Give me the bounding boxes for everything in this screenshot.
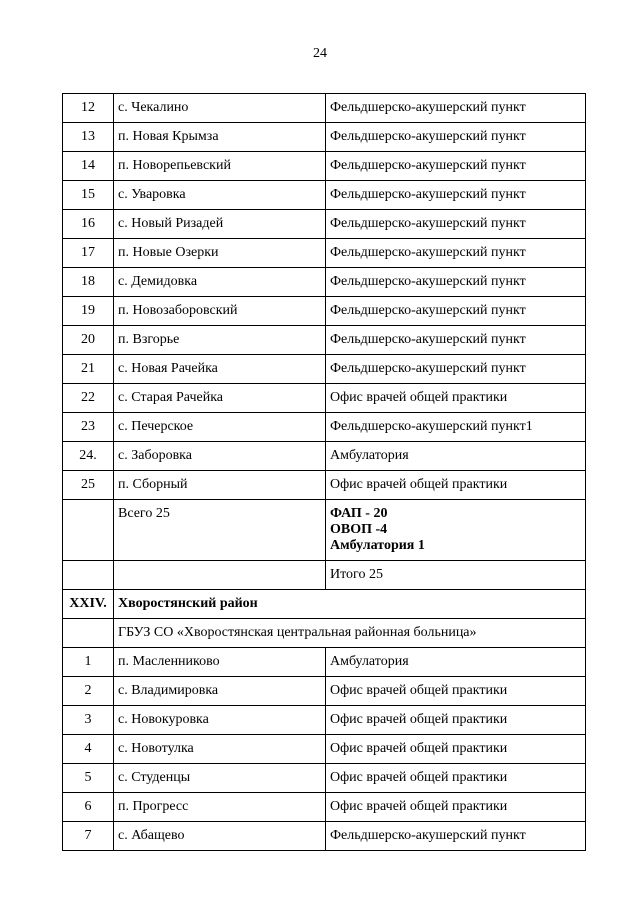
institution-empty-num: [63, 619, 114, 648]
row-number: 5: [63, 764, 114, 793]
row-number: 25: [63, 471, 114, 500]
settlement-name: п. Прогресс: [114, 793, 326, 822]
settlement-name: п. Новорепьевский: [114, 152, 326, 181]
facility-type: Фельдшерско-акушерский пункт: [326, 326, 586, 355]
settlement-name: с. Абащево: [114, 822, 326, 851]
row-number: 4: [63, 735, 114, 764]
settlement-name: с. Новый Ризадей: [114, 210, 326, 239]
row-number: 22: [63, 384, 114, 413]
facility-type: Офис врачей общей практики: [326, 471, 586, 500]
row-number: 15: [63, 181, 114, 210]
table-summary: [63, 500, 586, 648]
facility-type: Офис врачей общей практики: [326, 764, 586, 793]
facility-type: Фельдшерско-акушерский пункт: [326, 123, 586, 152]
facility-type: Фельдшерско-акушерский пункт: [326, 210, 586, 239]
row-number: 24.: [63, 442, 114, 471]
summary-row: [63, 500, 586, 561]
row-number: 13: [63, 123, 114, 152]
district-row: [63, 590, 586, 619]
facility-type: Фельдшерско-акушерский пункт: [326, 152, 586, 181]
table-row: [63, 793, 586, 822]
facility-type: Фельдшерско-акушерский пункт: [326, 355, 586, 384]
breakdown-ovop: ОВОП -4: [330, 522, 388, 538]
settlement-name: с. Печерское: [114, 413, 326, 442]
table-row: [63, 677, 586, 706]
settlement-name: с. Новая Рачейка: [114, 355, 326, 384]
facility-type: Амбулатория: [326, 648, 586, 677]
settlement-name: п. Новые Озерки: [114, 239, 326, 268]
row-number: 18: [63, 268, 114, 297]
settlement-name: п. Сборный: [114, 471, 326, 500]
total-label: Всего 25: [114, 500, 326, 561]
row-number: 14: [63, 152, 114, 181]
grand-total-empty-place: [114, 561, 326, 590]
table-row: [63, 326, 586, 355]
table-row: [63, 239, 586, 268]
row-number: 12: [63, 94, 114, 123]
table-row: [63, 384, 586, 413]
facility-type: Фельдшерско-акушерский пункт: [326, 181, 586, 210]
table-row: [63, 268, 586, 297]
table-row: [63, 297, 586, 326]
breakdown-fap: ФАП - 20: [330, 506, 388, 521]
facility-type: Офис врачей общей практики: [326, 706, 586, 735]
table-row: [63, 822, 586, 851]
row-number: 2: [63, 677, 114, 706]
row-number: 20: [63, 326, 114, 355]
settlement-name: п. Масленниково: [114, 648, 326, 677]
row-number: 1: [63, 648, 114, 677]
row-number: 17: [63, 239, 114, 268]
facility-type: Офис врачей общей практики: [326, 793, 586, 822]
settlement-name: с. Студенцы: [114, 764, 326, 793]
district-name: Хворостянский район: [114, 590, 586, 619]
grand-total: Итого 25: [326, 561, 586, 590]
table-row: [63, 442, 586, 471]
table-row: [63, 413, 586, 442]
settlement-name: с. Владимировка: [114, 677, 326, 706]
facility-type: Фельдшерско-акушерский пункт: [326, 94, 586, 123]
table-body-b: [63, 648, 586, 851]
table-row: [63, 706, 586, 735]
table-row: [63, 152, 586, 181]
table-row: [63, 764, 586, 793]
facility-type: Офис врачей общей практики: [326, 735, 586, 764]
table-row: [63, 735, 586, 764]
facility-type: Фельдшерско-акушерский пункт: [326, 822, 586, 851]
row-number: 3: [63, 706, 114, 735]
facility-type: Амбулатория: [326, 442, 586, 471]
table-body-a: [63, 94, 586, 500]
table-row: [63, 181, 586, 210]
table-row: [63, 94, 586, 123]
row-number: 19: [63, 297, 114, 326]
table-row: [63, 123, 586, 152]
settlement-name: п. Новозаборовский: [114, 297, 326, 326]
row-number: 6: [63, 793, 114, 822]
row-number: 7: [63, 822, 114, 851]
row-number: 21: [63, 355, 114, 384]
district-roman: XXIV.: [63, 590, 114, 619]
institution-row: [63, 619, 586, 648]
facility-type: Фельдшерско-акушерский пункт: [326, 239, 586, 268]
grand-total-row: [63, 561, 586, 590]
facilities-table: [62, 93, 586, 851]
page-number: 24: [313, 46, 327, 61]
grand-total-empty-num: [63, 561, 114, 590]
table-row: [63, 471, 586, 500]
facility-type: Офис врачей общей практики: [326, 384, 586, 413]
settlement-name: п. Новая Крымза: [114, 123, 326, 152]
table-row: [63, 355, 586, 384]
facility-type: Фельдшерско-акушерский пункт1: [326, 413, 586, 442]
facility-type: Фельдшерско-акушерский пункт: [326, 297, 586, 326]
settlement-name: с. Старая Рачейка: [114, 384, 326, 413]
table-row: [63, 210, 586, 239]
facility-type: Фельдшерско-акушерский пункт: [326, 268, 586, 297]
breakdown-ambulatory: Амбулатория 1: [330, 538, 425, 554]
settlement-name: п. Взгорье: [114, 326, 326, 355]
table-row: [63, 648, 586, 677]
row-number: 16: [63, 210, 114, 239]
settlement-name: с. Уваровка: [114, 181, 326, 210]
settlement-name: с. Чекалино: [114, 94, 326, 123]
settlement-name: с. Новокуровка: [114, 706, 326, 735]
summary-num-cell: [63, 500, 114, 561]
settlement-name: с. Демидовка: [114, 268, 326, 297]
row-number: 23: [63, 413, 114, 442]
summary-breakdown: [326, 500, 586, 561]
facility-type: Офис врачей общей практики: [326, 677, 586, 706]
settlement-name: с. Новотулка: [114, 735, 326, 764]
institution-name: ГБУЗ СО «Хворостянская центральная районная больница»: [114, 619, 586, 648]
settlement-name: с. Заборовка: [114, 442, 326, 471]
